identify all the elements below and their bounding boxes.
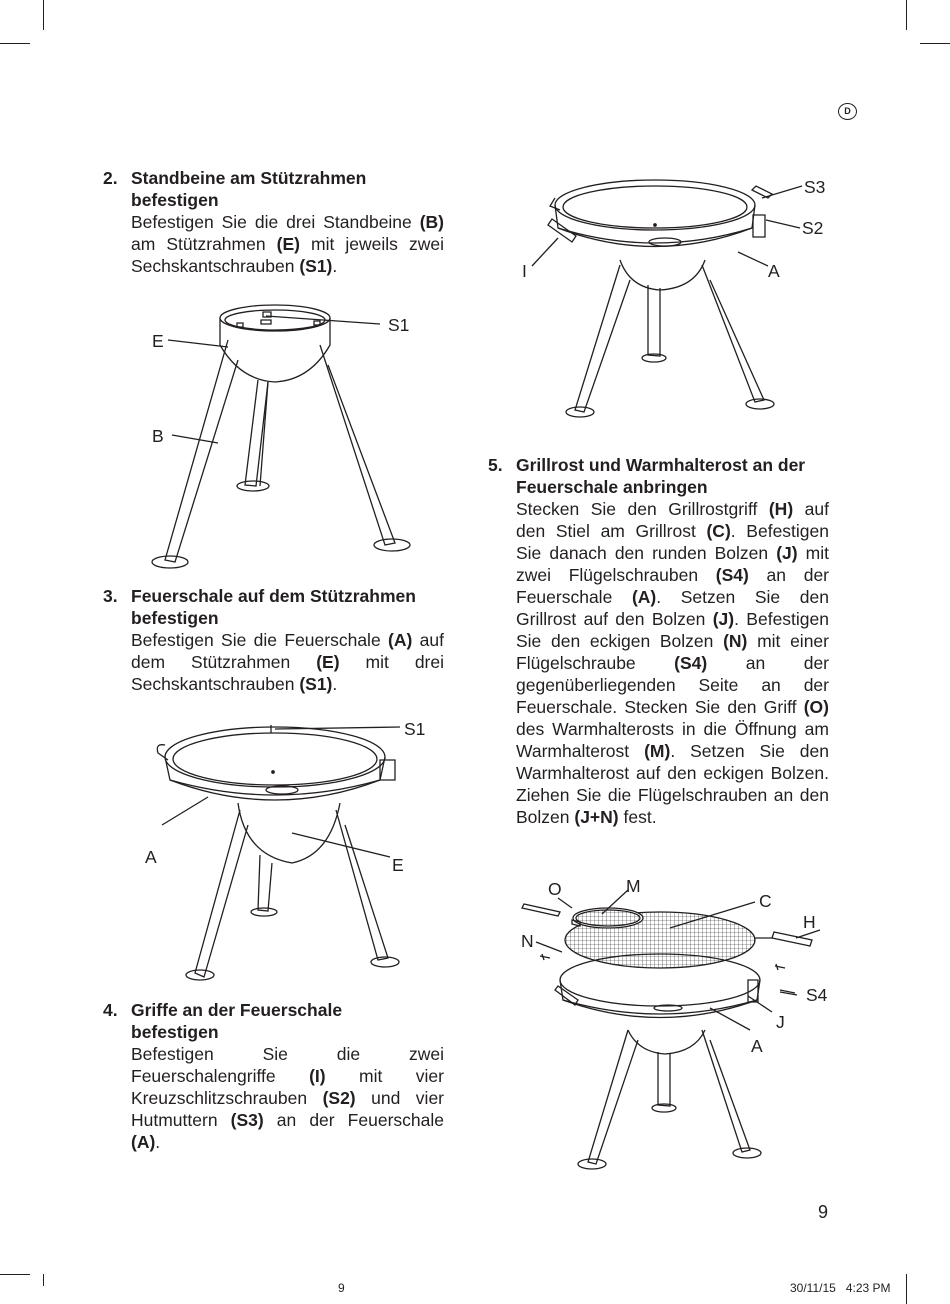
step-title-line: Griffe an der Feuerschale [131,1000,343,1020]
part-reference: (I) [309,1066,326,1086]
step-number: 5. [488,455,503,475]
part-label-j: J [776,1012,785,1032]
crop-mark [906,1274,907,1304]
part-label-b: B [152,426,164,446]
part-reference: (J+N) [574,807,619,827]
part-reference: (S4) [674,653,708,673]
part-reference: (A) [388,630,413,650]
part-reference: (S3) [230,1110,264,1130]
crop-mark [920,43,950,44]
part-label-s4: S4 [806,985,828,1005]
part-reference: (E) [276,234,300,254]
crop-mark [0,43,30,44]
crop-mark [43,0,44,30]
step-title-line: befestigen [131,190,219,210]
figure-drawing [548,180,774,417]
part-reference: (J) [712,609,735,629]
page-number: 9 [818,1202,829,1222]
step-title-line: befestigen [131,608,219,628]
part-reference: (S2) [322,1088,356,1108]
step-title [131,999,444,1043]
figure-drawing [522,904,812,1169]
figure-handles-on-bowl [520,170,840,425]
step-number: 3. [103,586,118,606]
step-body: Befestigen Sie die zwei Feuerschalengriffe (I) mit vier Kreuzschlitzschrauben (S2) und vier Hutmuttern (S3) an der Feuerschale (A). [131,1044,445,1152]
step-title [131,167,444,211]
language-badge-text: D [844,106,851,116]
part-label-e: E [152,331,164,351]
part-reference: (S1) [299,256,333,276]
step-title [131,585,444,629]
part-reference: (O) [803,697,829,717]
step-2 [103,167,444,277]
step-title-line: Feuerschale auf dem Stützrahmen [131,586,416,606]
part-reference: (B) [419,212,444,232]
figure-drawing [152,305,410,568]
step-body: Stecken Sie den Grillrostgriff (H) auf den Stiel am Grillrost (C). Befestigen Sie danach den runden Bolzen (J) mit zwei Flügelschrauben (S4) an der Feuerschale (A). Setzen Sie den Grillrost auf den Bolzen (J). Befestigen Sie den eckigen Bolzen (N) mit einer Flügelschraube (S4) an der gegenüberliegenden Seite an der Feuerschale. Stecken Sie den Griff (O) des Warmhalterosts in die Öffnung am Warmhalterost (M). Setzen Sie den Warmhalterost auf den eckigen Bolzen. Ziehen Sie die Flügelschrauben an den Bolzen (J+N) fest. [516,499,830,827]
part-label-c: C [759,891,772,911]
figure-fire-bowl-on-frame [140,715,440,985]
step-5 [488,454,830,828]
part-label-s1: S1 [404,719,426,739]
figure-drawing [157,725,399,980]
part-label-m: M [626,876,641,896]
part-reference: (S1) [299,674,333,694]
crop-mark [0,1274,30,1275]
part-reference: (A) [631,587,657,607]
part-label-s3: S3 [804,177,826,197]
crop-mark [906,0,907,30]
part-label-n: N [521,931,534,951]
part-label-s2: S2 [802,218,824,238]
step-body: Befestigen Sie die Feuerschale (A) auf dem Stützrahmen (E) mit drei Sechskantschrauben (S1). [131,630,445,694]
part-label-e: E [392,855,404,875]
step-title-line: Standbeine am Stützrahmen [131,168,367,188]
footer-datetime: 30/11/15 4:23 PM [790,1281,891,1295]
part-reference: (M) [644,741,671,761]
crop-mark [43,1274,44,1286]
step-title-line: Grillrost und Warmhalterost an der [516,455,806,475]
footer-page: 9 [338,1281,345,1295]
step-4 [103,999,445,1153]
part-reference: (E) [316,652,340,672]
part-label-a: A [751,1036,763,1056]
part-label-a: A [768,261,780,281]
step-3 [103,585,445,695]
step-number: 2. [103,168,118,188]
step-body: Befestigen Sie die drei Standbeine (B) am Stützrahmen (E) mit jeweils zwei Sechskantschrauben (S1). [131,212,444,276]
part-label-s1: S1 [388,315,410,335]
part-label-i: I [522,261,527,281]
step-title-line: befestigen [131,1022,219,1042]
figure-grill-grate-assembly [510,880,840,1175]
step-title-line: Feuerschale anbringen [516,477,708,497]
part-reference: (N) [723,631,748,651]
part-reference: (S4) [715,565,749,585]
part-reference: (H) [768,499,794,519]
part-reference: (J) [776,543,798,563]
part-reference: (C) [706,521,731,541]
part-label-o: O [548,879,562,899]
step-title [516,454,829,498]
language-badge [838,103,857,120]
part-label-a: A [145,847,157,867]
part-label-h: H [803,912,816,932]
part-reference: (A) [131,1132,156,1152]
step-number: 4. [103,1000,118,1020]
